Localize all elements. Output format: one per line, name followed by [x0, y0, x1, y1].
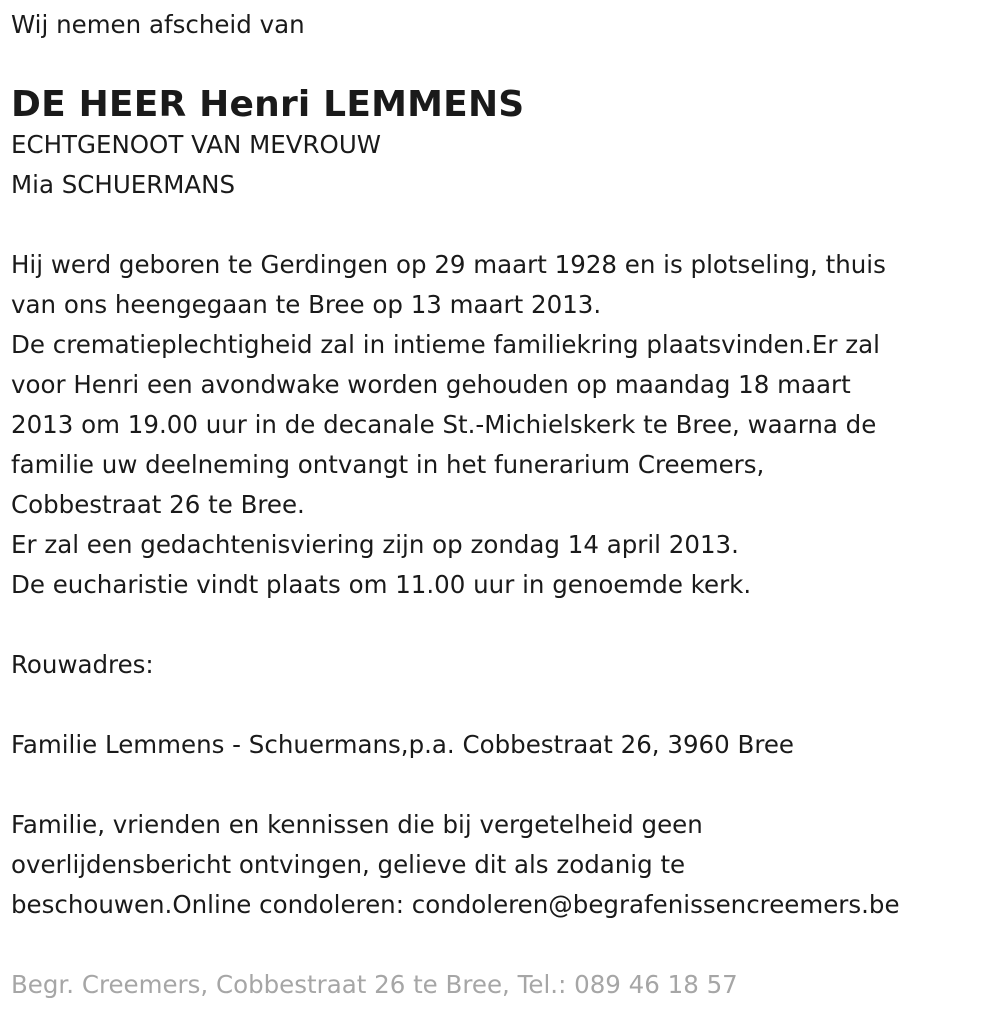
spouse-line-1: ECHTGENOOT VAN MEVROUW [11, 130, 382, 159]
closing-line: overlijdensbericht ontvingen, gelieve dit als zodanig te [11, 850, 686, 879]
spacer [11, 205, 991, 245]
closing-text [11, 805, 991, 925]
funeral-home-footer: Begr. Creemers, Cobbestraat 26 te Bree, Tel.: 089 46 18 57 [11, 970, 738, 999]
spacer [11, 605, 991, 645]
body-line: voor Henri een avondwake worden gehouden op maandag 18 maart [11, 370, 851, 399]
deceased-name: DE HEER Henri LEMMENS [11, 84, 525, 125]
body-line: Cobbestraat 26 te Bree. [11, 490, 305, 519]
body-line: 2013 om 19.00 uur in de decanale St.-Michielskerk te Bree, waarna de [11, 410, 877, 439]
notice-body [11, 245, 991, 605]
death-notice [11, 0, 991, 1005]
body-line: familie uw deelneming ontvangt in het funerarium Creemers, [11, 450, 765, 479]
closing-line: beschouwen.Online condoleren: condoleren@begrafenissencreemers.be [11, 890, 900, 919]
spouse-line-2: Mia SCHUERMANS [11, 170, 236, 199]
body-line: Er zal een gedachtenisviering zijn op zondag 14 april 2013. [11, 530, 739, 559]
body-line: van ons heengegaan te Bree op 13 maart 2013. [11, 290, 602, 319]
closing-line: Familie, vrienden en kennissen die bij vergetelheid geen [11, 810, 703, 839]
spacer [11, 685, 991, 725]
address-label: Rouwadres: [11, 650, 154, 679]
spacer [11, 925, 991, 965]
intro-text: Wij nemen afscheid van [11, 10, 305, 39]
body-line: De crematieplechtigheid zal in intieme familiekring plaatsvinden.Er zal [11, 330, 880, 359]
body-line: Hij werd geboren te Gerdingen op 29 maart 1928 en is plotseling, thuis [11, 250, 886, 279]
mourning-address: Familie Lemmens - Schuermans,p.a. Cobbestraat 26, 3960 Bree [11, 730, 795, 759]
body-line: De eucharistie vindt plaats om 11.00 uur in genoemde kerk. [11, 570, 752, 599]
spacer [11, 765, 991, 805]
